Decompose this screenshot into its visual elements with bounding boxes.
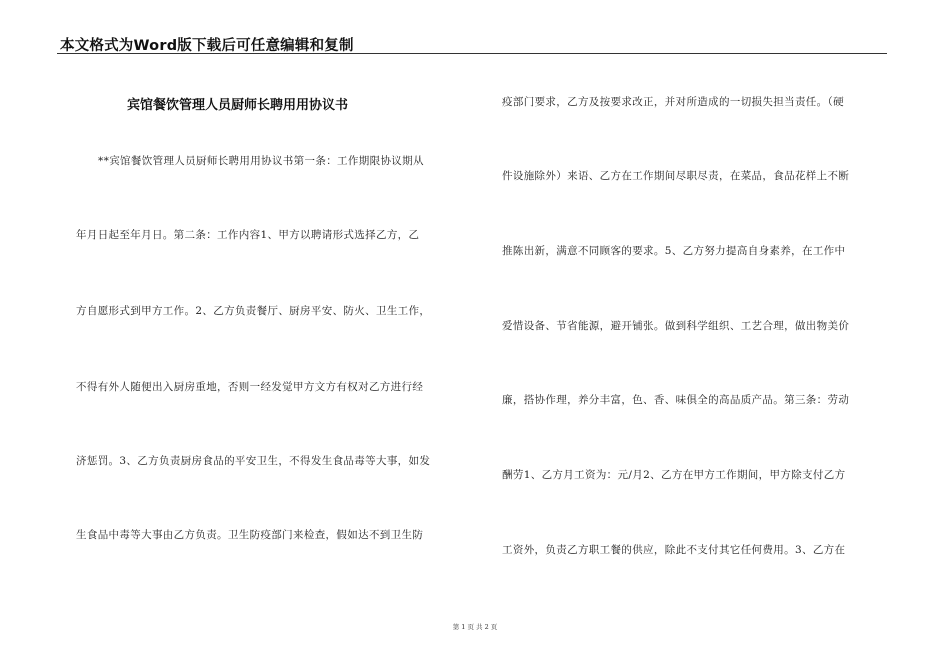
right-line-5: 廉，搭协作理，养分丰富，色、香、味俱全的高品质产品。第三条：劳动 (502, 394, 850, 406)
right-line-2: 件设施除外）来语、乙方在工作期间尽职尽责，在菜品，食品花样上不断 (502, 170, 850, 182)
right-line-3: 推陈出新，满意不同顾客的要求。5、乙方努力提高自身素养，在工作中 (502, 245, 846, 257)
document-title: 宾馆餐饮管理人员厨师长聘用用协议书 (127, 98, 349, 113)
left-line-2: 年月日起至年月日。第二条：工作内容1、甲方以聘请形式选择乙方，乙 (76, 229, 420, 241)
left-line-1: **宾馆餐饮管理人员厨师长聘用用协议书第一条：工作期限协议期从 (98, 155, 424, 167)
left-line-6: 生食品中毒等大事由乙方负责。卫生防疫部门来检查，假如达不到卫生防 (76, 529, 424, 541)
page-number: 第 1 页 共 2 页 (452, 623, 498, 631)
left-line-3: 方自愿形式到甲方工作。2、乙方负责餐厅、厨房平安、防火、卫生工作， (76, 305, 431, 317)
document-banner: 本文格式为Word版下载后可任意编辑和复制 (60, 38, 354, 54)
right-line-7: 工资外，负责乙方职工餐的供应，除此不支付其它任何费用。3、乙方在 (502, 544, 846, 556)
left-line-4: 不得有外人随便出入厨房重地，否则一经发觉甲方文方有权对乙方进行经 (76, 381, 424, 393)
header-rule (57, 53, 887, 54)
right-line-1: 疫部门要求，乙方及按要求改正，并对所造成的一切损失担当责任。（硬 (502, 96, 844, 108)
right-line-6: 酬劳1、乙方月工资为：元/月2、乙方在甲方工作期间，甲方除支付乙方 (502, 469, 846, 481)
left-line-5: 济惩罚。3、乙方负责厨房食品的平安卫生，不得发生食品毒等大事，如发 (76, 455, 431, 467)
right-line-4: 爱惜设备、节省能源，避开铺张。做到科学组织、工艺合理，做出物美价 (502, 320, 850, 332)
